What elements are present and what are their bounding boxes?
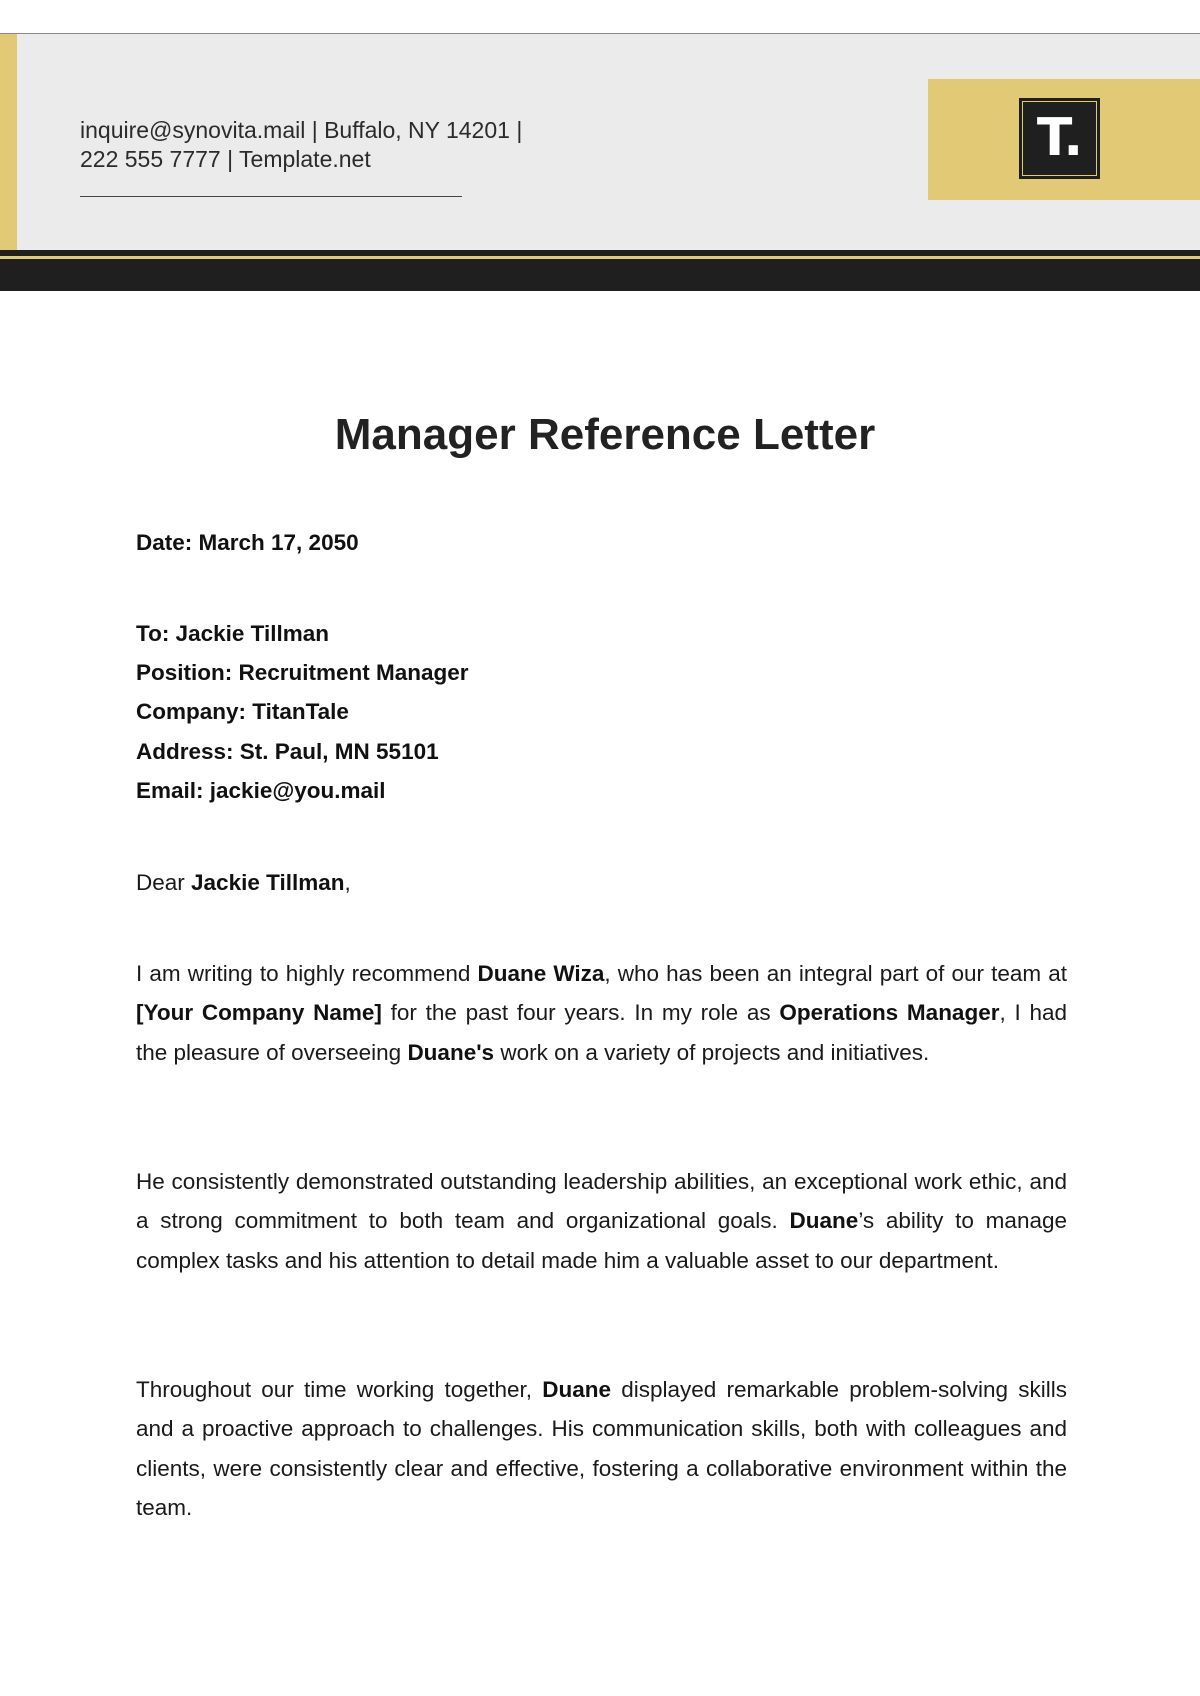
recipient-to: To: Jackie Tillman <box>136 621 329 646</box>
salutation-name: Jackie Tillman <box>191 870 345 895</box>
recipient-position: Position: Recruitment Manager <box>136 660 469 685</box>
recipient-company: Company: TitanTale <box>136 699 349 724</box>
body-paragraph-1: I am writing to highly recommend Duane Wiza, who has been an integral part of our team at [Your Company Name] for the past four years. In my role as Operations Manager, I had the pleasure of overseeing Duane's work on a variety of projects and initiatives. <box>136 961 1067 1065</box>
logo-text: T. <box>1036 108 1083 168</box>
contact-line-1: inquire@synovita.mail | Buffalo, NY 14201 | <box>80 117 523 143</box>
recipient-email: Email: jackie@you.mail <box>136 778 386 803</box>
header-left-accent <box>0 34 17 250</box>
contact-line-2: 222 555 7777 | Template.net <box>80 146 371 172</box>
page-title: Manager Reference Letter <box>334 410 876 459</box>
contact-underline <box>80 196 462 197</box>
salutation: Dear Jackie Tillman, <box>136 870 351 895</box>
contact-info <box>80 116 600 174</box>
body-paragraph-2: He consistently demonstrated outstanding leadership abilities, an exceptional work ethic, and a strong commitment to both team and organizational goals. Duane’s ability to manage complex tasks and his attention to detail made him a valuable asset to our department. <box>136 1169 1067 1273</box>
letter-date: Date: March 17, 2050 <box>136 530 359 555</box>
body-paragraph-3: Throughout our time working together, Duane displayed remarkable problem-solving skills and a proactive approach to challenges. His communication skills, both with colleagues and clients, were consistently clear and effective, fostering a collaborative environment within the team. <box>136 1377 1067 1520</box>
recipient-address: Address: St. Paul, MN 55101 <box>136 739 439 764</box>
header-dark-band <box>0 259 1200 291</box>
